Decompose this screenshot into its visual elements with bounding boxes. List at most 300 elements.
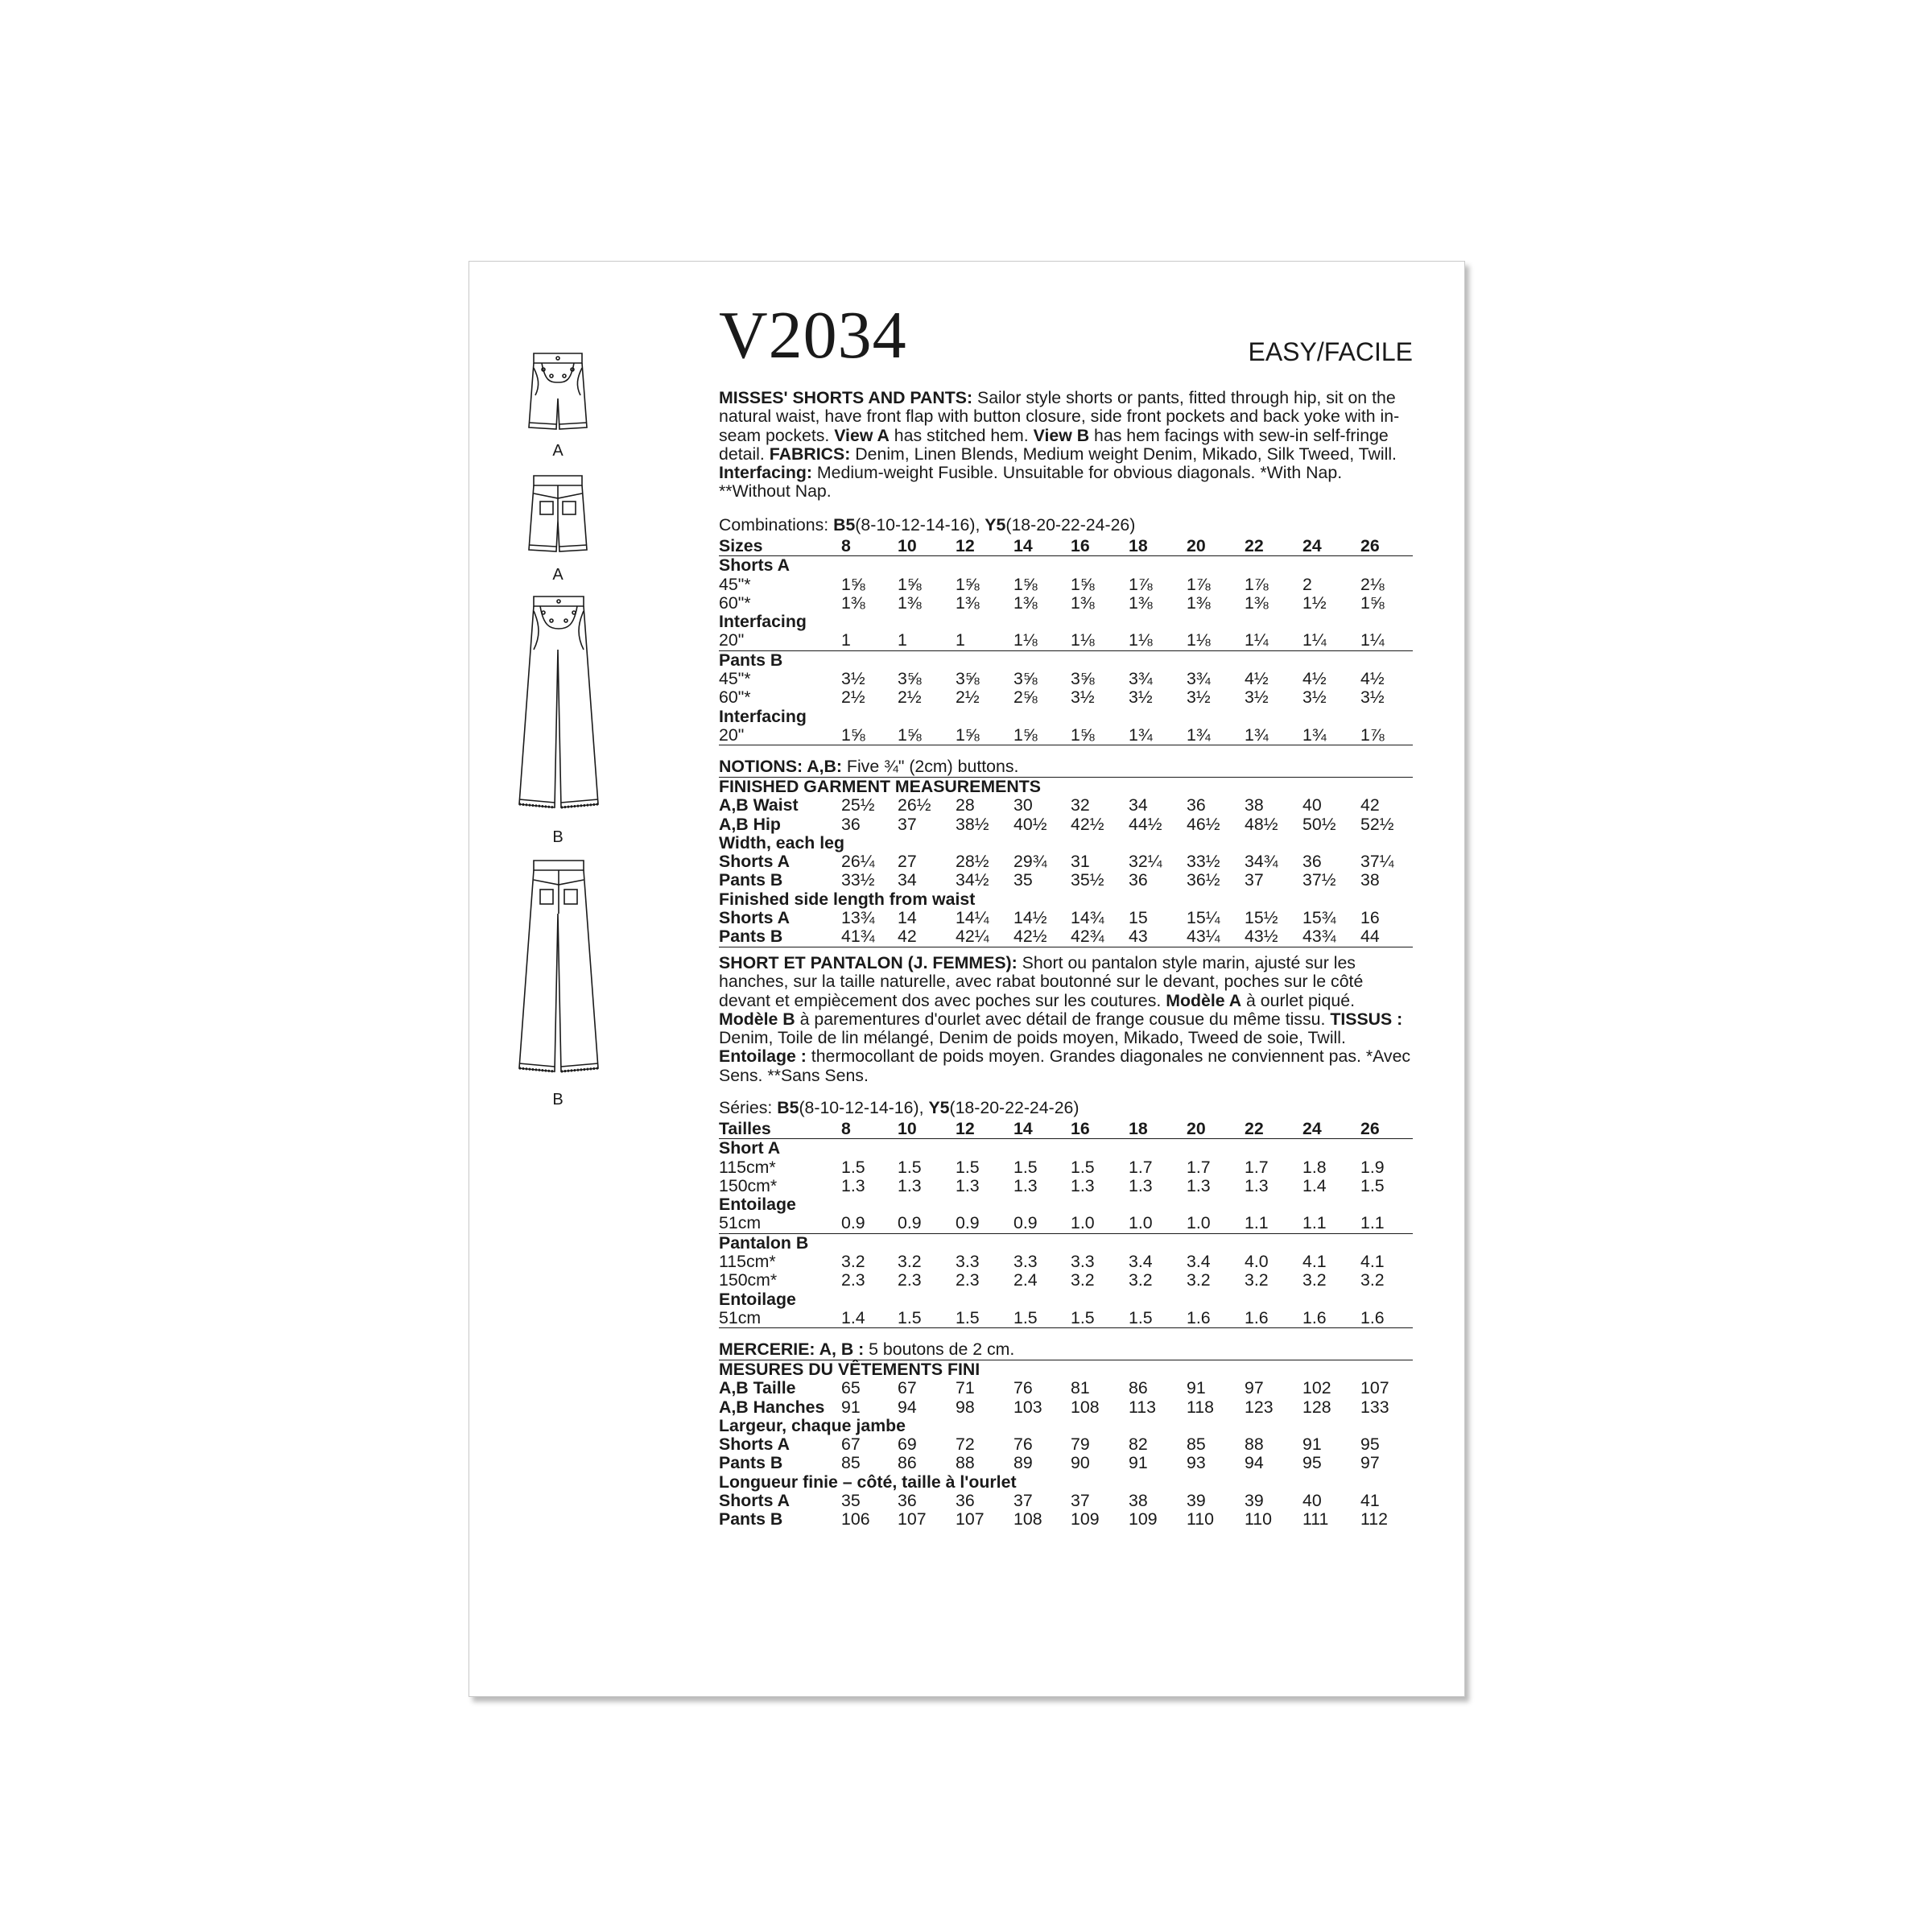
table-row [719,1510,1413,1529]
shorts-back-icon [518,473,598,561]
table-cell: 110 [1187,1509,1214,1530]
table-row [719,1398,1413,1417]
table-cell: 33½ [1187,852,1220,872]
description-text: has stitched hem. [889,425,1034,445]
fabrics-label: FABRICS: [769,444,851,464]
table-cell: 1.9 [1360,1157,1385,1177]
table-cell: 38 [1129,1491,1148,1511]
table-row [719,852,1413,871]
table-cell: 36 [1302,852,1322,872]
table-cell: 1⅝ [841,574,865,594]
table-cell: 35½ [1071,870,1104,890]
description-title: MISSES' SHORTS AND PANTS: [719,388,973,407]
row-label: Entoilage [719,1289,796,1309]
size-24: 24 [1302,1119,1322,1138]
sizes-header-label: Sizes [719,536,763,555]
table-cell: 37 [1071,1491,1090,1511]
table-cell: 107 [898,1509,927,1530]
description-text: Sailor style shorts or pants, fitted through hip, sit on the natural waist, have front flap with button closure, side front pockets and back yoke with in-seam pockets. [719,388,1400,445]
table-cell: 4.0 [1245,1252,1269,1272]
table-cell: 108 [1013,1509,1042,1530]
table-cell: 29¾ [1013,852,1047,872]
table-cell: 3¾ [1187,669,1211,689]
table-row [719,1309,1413,1328]
table-cell: 98 [956,1397,975,1417]
table-cell: 43¼ [1187,927,1220,947]
table-cell: 1⅛ [1187,630,1211,650]
interfacing-text: Medium-weight Fusible. Unsuitable for obvious diagonals. *With Nap. **Without Nap. [719,463,1343,502]
pants-back-icon [514,857,603,1083]
entoilage-text: thermocollant de poids moyen. Grandes diagonales ne conviennent pas. *Avec Sens. **Sans Sens. [719,1046,1411,1085]
table-cell: 3½ [841,669,865,689]
table-cell: 103 [1013,1397,1042,1417]
description-french [719,954,1413,1085]
table-row [719,1271,1413,1290]
table-cell: 37½ [1302,870,1336,890]
table-cell: 36½ [1187,870,1220,890]
table-row [719,815,1413,834]
table-cell: 4½ [1360,669,1385,689]
table-cell: 2½ [956,687,980,708]
table-cell: 26¼ [841,852,875,872]
table-cell: 42 [898,927,917,947]
size-18: 18 [1129,1119,1148,1138]
table-cell: 1⅝ [1013,724,1038,745]
row-label: 51cm [719,1213,762,1233]
table-cell: 1.7 [1187,1157,1211,1177]
table-cell: 1⅜ [1187,592,1211,613]
size-14: 14 [1013,1119,1033,1138]
table-group-heading [719,651,1413,670]
table-cell: 2.3 [898,1270,922,1290]
table-cell: 1.0 [1187,1213,1211,1233]
table-cell: 1.5 [1071,1307,1095,1327]
table-cell: 27 [898,852,917,872]
row-label: FINISHED GARMENT MEASUREMENTS [719,777,1041,796]
table-cell: 1.6 [1187,1307,1211,1327]
table-row [719,1158,1413,1177]
table-cell: 3½ [1245,687,1269,708]
table-cell: 44 [1360,927,1380,947]
series-b5-sizes: (8-10-12-14-16), [799,1098,929,1117]
table-cell: 65 [841,1378,861,1398]
table-cell: 1⅝ [1013,574,1038,594]
view-b-label: View B [1033,425,1090,445]
combinations-line [719,516,1413,535]
tissus-label: TISSUS : [1330,1009,1403,1029]
table-cell: 86 [898,1453,917,1473]
table-cell: 42½ [1071,814,1104,834]
notions-label: NOTIONS: A,B: [719,757,843,776]
table-row [719,1214,1413,1233]
table-cell: 15¾ [1302,908,1336,928]
row-label: 115cm* [719,1157,776,1177]
table-cell: 107 [1360,1378,1389,1398]
table-row [719,1454,1413,1472]
table-cell: 1⅜ [1129,592,1153,613]
table-cell: 37¼ [1360,852,1394,872]
table-cell: 1.1 [1360,1213,1385,1233]
table-cell: 3½ [1360,687,1385,708]
table-cell: 1 [841,630,851,650]
table-cell: 3½ [1187,687,1211,708]
table-cell: 0.9 [1013,1213,1038,1233]
sizes-header-row [719,537,1413,556]
table-cell: 1⅝ [1360,592,1385,613]
table-group-heading [719,1417,1413,1435]
row-label: MESURES DU VÊTEMENTS FINI [719,1360,980,1379]
view-label-a-front: A [552,442,564,460]
table-cell: 1.3 [1129,1175,1153,1195]
interfacing-label: Interfacing: [719,463,812,483]
table-cell: 3.4 [1129,1252,1153,1272]
table-cell: 110 [1245,1509,1272,1530]
size-22: 22 [1245,1119,1264,1138]
table-cell: 2.3 [956,1270,980,1290]
table-row [719,631,1413,650]
table-row [719,594,1413,613]
table-cell: 1.5 [898,1157,922,1177]
table-cell: 76 [1013,1378,1033,1398]
table-cell: 28½ [956,852,989,872]
table-cell: 111 [1302,1509,1329,1530]
table-cell: 2.4 [1013,1270,1038,1290]
description-text: has hem facings with sew-in self-fringe detail. [719,425,1389,464]
table-cell: 1.3 [841,1175,865,1195]
size-12: 12 [956,536,975,555]
model-b-label: Modèle B [719,1009,795,1029]
table-cell: 25½ [841,795,875,815]
table-cell: 1.4 [1302,1175,1327,1195]
table-cell: 91 [841,1397,861,1417]
table-cell: 52½ [1360,814,1394,834]
measurements-table-french [719,1360,1413,1530]
table-cell: 40 [1302,795,1322,815]
description-text-fr: à parementures d'ourlet avec détail de frange cousue du même tissu. [795,1009,1331,1029]
combo-b5-sizes: (8-10-12-14-16), [855,515,985,535]
row-label: 20" [719,724,745,745]
row-label: A,B Hanches [719,1397,825,1417]
size-16: 16 [1071,1119,1090,1138]
table-cell: 36 [841,814,861,834]
table-cell: 89 [1013,1453,1033,1473]
size-8: 8 [841,1119,851,1138]
table-cell: 85 [841,1453,861,1473]
table-cell: 86 [1129,1378,1148,1398]
table-cell: 1⅛ [1013,630,1038,650]
row-label: Pants B [719,870,783,890]
table-cell: 43¾ [1302,927,1336,947]
table-group-heading [719,1360,1413,1379]
table-cell: 67 [841,1435,861,1455]
size-26: 26 [1360,1119,1380,1138]
description-english [719,389,1413,502]
entoilage-label: Entoilage : [719,1046,807,1067]
table-row [719,1492,1413,1510]
table-cell: 0.9 [898,1213,922,1233]
table-cell: 38 [1245,795,1264,815]
table-cell: 1.0 [1129,1213,1153,1233]
table-cell: 1.5 [1360,1175,1385,1195]
table-cell: 1.5 [898,1307,922,1327]
table-cell: 1¾ [1187,724,1211,745]
table-cell: 76 [1013,1435,1033,1455]
table-cell: 26½ [898,795,931,815]
row-label: 150cm* [719,1175,778,1195]
pattern-envelope-back [469,261,1465,1697]
table-cell: 1⅞ [1245,574,1269,594]
table-cell: 28 [956,795,975,815]
table-cell: 1⅞ [1129,574,1153,594]
row-label: 45"* [719,574,751,594]
table-cell: 3⅝ [956,669,980,689]
fabrics-text: Denim, Linen Blends, Medium weight Denim, Mikado, Silk Tweed, Twill. [850,444,1397,464]
table-cell: 1⅝ [956,574,980,594]
table-cell: 69 [898,1435,917,1455]
table-cell: 72 [956,1435,975,1455]
table-cell: 1.5 [1129,1307,1153,1327]
table-cell: 1.5 [956,1307,980,1327]
size-12: 12 [956,1119,975,1138]
table-cell: 1⅝ [898,574,922,594]
table-cell: 0.9 [956,1213,980,1233]
table-cell: 97 [1245,1378,1264,1398]
table-cell: 1½ [1302,592,1327,613]
table-cell: 40½ [1013,814,1047,834]
table-cell: 118 [1187,1397,1214,1417]
notions-french [719,1340,1413,1360]
table-cell: 79 [1071,1435,1090,1455]
table-cell: 88 [956,1453,975,1473]
row-label: A,B Hip [719,814,781,834]
table-cell: 128 [1302,1397,1331,1417]
table-cell: 107 [956,1509,985,1530]
table-cell: 1⅛ [1071,630,1095,650]
table-row [719,909,1413,927]
size-20: 20 [1187,536,1206,555]
table-cell: 3.4 [1187,1252,1211,1272]
table-cell: 1.5 [1071,1157,1095,1177]
row-label: Pants B [719,650,783,670]
row-label: Shorts A [719,1491,790,1511]
row-label: Interfacing [719,706,807,726]
size-10: 10 [898,536,917,555]
table-cell: 81 [1071,1378,1090,1398]
shorts-front-icon [518,350,598,439]
table-group-heading [719,778,1413,796]
table-cell: 34½ [956,870,989,890]
size-10: 10 [898,1119,917,1138]
description-title-fr: SHORT ET PANTALON (J. FEMMES): [719,953,1018,972]
view-label-b-front: B [552,828,564,846]
table-cell: 3.2 [841,1252,865,1272]
table-cell: 1.3 [1245,1175,1269,1195]
series-y5-sizes: (18-20-22-24-26) [949,1098,1080,1117]
table-cell: 42¾ [1071,927,1104,947]
row-label: Pantalon B [719,1232,809,1253]
table-cell: 4.1 [1302,1252,1327,1272]
table-cell: 2.3 [841,1270,865,1290]
table-cell: 95 [1302,1453,1322,1473]
table-cell: 46½ [1187,814,1220,834]
table-cell: 44½ [1129,814,1162,834]
table-cell: 1⅜ [1245,592,1269,613]
size-26: 26 [1360,536,1380,555]
table-cell: 1 [898,630,907,650]
table-cell: 1⅞ [1187,574,1211,594]
series-line [719,1099,1413,1117]
table-cell: 109 [1071,1509,1100,1530]
table-row [719,1253,1413,1271]
table-cell: 3½ [1071,687,1095,708]
row-label: 150cm* [719,1270,778,1290]
table-cell: 1.5 [956,1157,980,1177]
table-cell: 43 [1129,927,1148,947]
yardage-table-french [719,1120,1413,1328]
table-cell: 31 [1071,852,1090,872]
table-cell: 13¾ [841,908,875,928]
table-cell: 37 [898,814,917,834]
table-cell: 133 [1360,1397,1389,1417]
row-label: Pants B [719,927,783,947]
table-cell: 1¼ [1245,630,1269,650]
table-row [719,927,1413,947]
table-cell: 1.5 [1013,1157,1038,1177]
size-16: 16 [1071,536,1090,555]
table-group-heading [719,834,1413,852]
row-label: Shorts A [719,555,790,576]
table-cell: 123 [1245,1397,1274,1417]
table-cell: 1.3 [898,1175,922,1195]
difficulty-level: EASY/FACILE [1248,337,1413,366]
table-cell: 1.7 [1245,1157,1269,1177]
table-cell: 2⅛ [1360,574,1385,594]
table-cell: 82 [1129,1435,1148,1455]
row-label: Width, each leg [719,832,845,852]
table-cell: 112 [1360,1509,1388,1530]
table-cell: 30 [1013,795,1033,815]
table-cell: 43½ [1245,927,1278,947]
table-cell: 1.7 [1129,1157,1153,1177]
pattern-code: V2034 [719,298,907,373]
table-cell: 38½ [956,814,989,834]
table-cell: 3⅝ [1013,669,1038,689]
table-cell: 40 [1302,1491,1322,1511]
table-cell: 3.2 [898,1252,922,1272]
row-label: Pants B [719,1509,783,1530]
view-label-b-back: B [552,1091,564,1108]
description-text-fr: Short ou pantalon style marin, ajusté sur les hanches, sur la taille naturelle, avec rabat boutonné sur le devant, poches sur le côté devant et empiècement dos avec poches sur les coutures. [719,953,1364,1010]
table-cell: 1⅜ [898,592,922,613]
combinations-prefix: Combinations: [719,515,834,535]
table-cell: 1.5 [841,1157,865,1177]
table-cell: 14¾ [1071,908,1104,928]
row-label: A,B Waist [719,795,799,815]
row-label: Short A [719,1138,781,1158]
series-b5: B5 [777,1098,799,1117]
table-cell: 3.2 [1187,1270,1211,1290]
table-cell: 93 [1187,1453,1206,1473]
table-cell: 102 [1302,1378,1331,1398]
table-cell: 1¼ [1360,630,1385,650]
table-cell: 15 [1129,908,1148,928]
table-cell: 91 [1129,1453,1148,1473]
table-cell: 3.3 [1071,1252,1095,1272]
row-label: A,B Taille [719,1378,796,1398]
table-group-heading [719,1290,1413,1309]
combo-y5-sizes: (18-20-22-24-26) [1005,515,1136,535]
table-group-heading [719,1139,1413,1158]
table-cell: 1¼ [1302,630,1327,650]
row-label: 60"* [719,687,751,708]
table-group-heading [719,708,1413,726]
table-cell: 32 [1071,795,1090,815]
table-cell: 88 [1245,1435,1264,1455]
table-cell: 3⅝ [898,669,922,689]
table-cell: 3⅝ [1071,669,1095,689]
table-group-heading [719,613,1413,631]
table-cell: 1⅜ [841,592,865,613]
row-label: Interfacing [719,612,807,632]
table-cell: 41 [1360,1491,1380,1511]
table-cell: 3.3 [956,1252,980,1272]
table-cell: 3.2 [1245,1270,1269,1290]
description-text-fr: à ourlet piqué. [1241,990,1355,1010]
table-cell: 37 [1013,1491,1033,1511]
table-cell: 3.2 [1302,1270,1327,1290]
table-cell: 14½ [1013,908,1047,928]
table-group-heading [719,1195,1413,1214]
series-y5: Y5 [928,1098,950,1117]
table-row [719,670,1413,688]
table-cell: 1⅝ [841,724,865,745]
combo-y5: Y5 [985,515,1006,535]
table-cell: 90 [1071,1453,1090,1473]
table-cell: 0.9 [841,1213,865,1233]
table-cell: 94 [1245,1453,1264,1473]
table-group-heading [719,1234,1413,1253]
table-cell: 36 [1129,870,1148,890]
row-label: Entoilage [719,1195,796,1215]
table-cell: 4½ [1302,669,1327,689]
table-cell: 2½ [898,687,922,708]
tissus-text: Denim, Toile de lin mélangé, Denim de poids moyen, Mikado, Tweed de soie, Twill. [719,1028,1346,1048]
mercerie-label: MERCERIE: A, B : [719,1340,865,1359]
table-row [719,1435,1413,1454]
table-cell: 71 [956,1378,975,1398]
combo-b5: B5 [833,515,856,535]
table-cell: 42½ [1013,927,1047,947]
table-cell: 39 [1187,1491,1206,1511]
table-cell: 1¾ [1302,724,1327,745]
table-cell: 14¼ [956,908,989,928]
size-24: 24 [1302,536,1322,555]
table-cell: 15½ [1245,908,1278,928]
table-cell: 85 [1187,1435,1206,1455]
row-label: 115cm* [719,1252,776,1272]
table-cell: 1.8 [1302,1157,1327,1177]
row-label: Shorts A [719,852,790,872]
table-cell: 1⅛ [1129,630,1153,650]
table-cell: 1⅞ [1360,724,1385,745]
model-a-label: Modèle A [1166,990,1242,1010]
table-cell: 1¾ [1129,724,1153,745]
table-cell: 4½ [1245,669,1269,689]
table-cell: 106 [841,1509,870,1530]
table-cell: 3.2 [1071,1270,1095,1290]
table-cell: 67 [898,1378,917,1398]
table-cell: 50½ [1302,814,1336,834]
